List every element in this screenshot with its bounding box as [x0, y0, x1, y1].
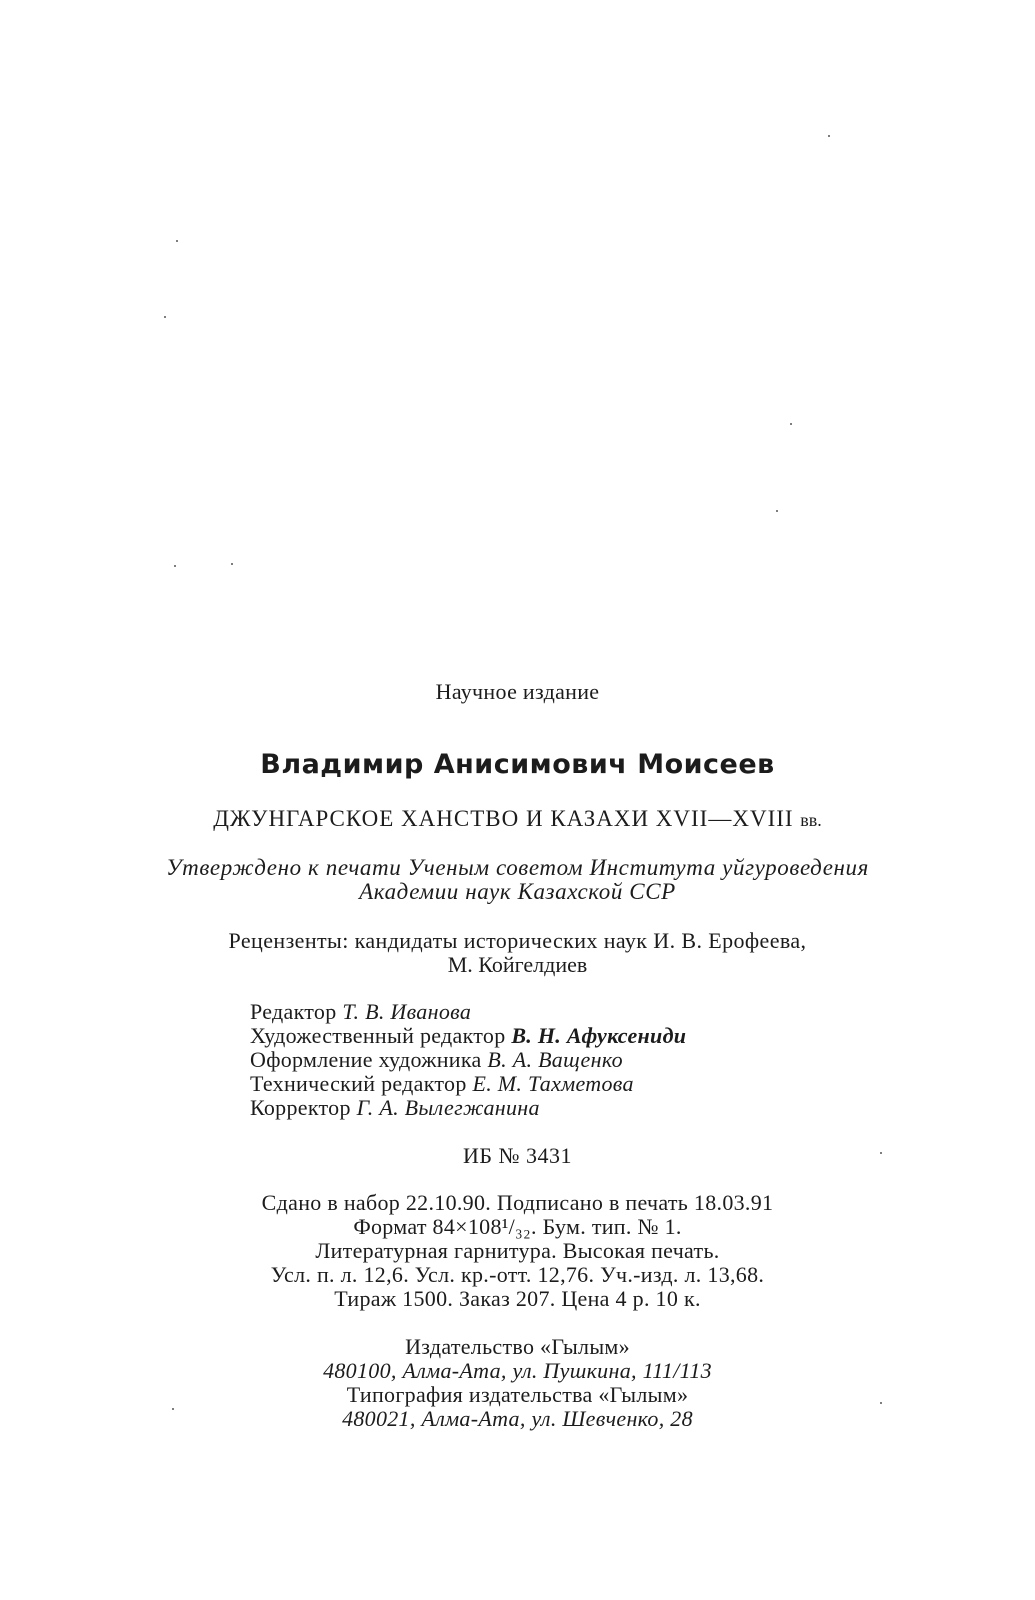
- staff-role: Художественный редактор: [250, 1023, 506, 1048]
- staff-role: Оформление художника: [250, 1047, 482, 1072]
- ib-number: ИБ № 3431: [462, 1143, 572, 1168]
- staff-person: Г. А. Вылегжанина: [356, 1095, 540, 1120]
- staff-role: Корректор: [250, 1095, 351, 1120]
- author-name: Владимир Анисимович Моисеев: [260, 749, 775, 780]
- book-title: [0, 806, 1035, 833]
- staff-person: Е. М. Тахметова: [472, 1071, 634, 1096]
- staff-credit: [250, 999, 471, 1025]
- print-info-line: Литературная гарнитура. Высокая печать.: [315, 1238, 720, 1263]
- scan-speck: [828, 135, 830, 137]
- staff-person: Т. В. Иванова: [342, 999, 472, 1024]
- publisher-address: 480100, Алма-Ата, ул. Пушкина, 111/113: [323, 1358, 712, 1383]
- print-info-line: Тираж 1500. Заказ 207. Цена 4 р. 10 к.: [334, 1286, 701, 1311]
- staff-credit: [250, 1095, 540, 1121]
- scan-speck: [176, 240, 178, 242]
- book-title-suffix: вв.: [800, 810, 822, 830]
- scan-speck: [231, 563, 233, 565]
- staff-credit: [250, 1023, 686, 1049]
- printer-name: Типография издательства «Гылым»: [346, 1382, 689, 1407]
- scan-speck: [790, 423, 792, 425]
- print-info-line: Формат 84×108¹/₃₂. Бум. тип. № 1.: [353, 1214, 682, 1239]
- staff-credit: [250, 1047, 623, 1073]
- staff-role: Редактор: [250, 999, 337, 1024]
- staff-credit: [250, 1071, 634, 1097]
- staff-person: В. Н. Афуксениди: [511, 1023, 687, 1048]
- approval-line: Утверждено к печати Ученым советом Института уйгуроведения: [166, 855, 869, 880]
- reviewers-line: М. Койгелдиев: [447, 952, 588, 977]
- publisher-name: Издательство «Гылым»: [405, 1334, 630, 1359]
- reviewers-line: Рецензенты: кандидаты исторических наук И. В. Ерофеева,: [228, 928, 807, 953]
- staff-person: В. А. Ващенко: [487, 1047, 623, 1072]
- edition-label: Научное издание: [435, 679, 600, 704]
- print-info-line: Сдано в набор 22.10.90. Подписано в печать 18.03.91: [261, 1190, 774, 1215]
- print-info-line: Усл. п. л. 12,6. Усл. кр.-отт. 12,76. Уч.-изд. л. 13,68.: [270, 1262, 765, 1287]
- book-title-main: ДЖУНГАРСКОЕ ХАНСТВО И КАЗАХИ XVII—XVIII: [213, 806, 794, 831]
- approval-line: Академии наук Казахской ССР: [359, 879, 676, 904]
- staff-role: Технический редактор: [250, 1071, 467, 1096]
- scan-speck: [174, 565, 176, 567]
- scan-speck: [776, 510, 778, 512]
- printer-address: 480021, Алма-Ата, ул. Шевченко, 28: [342, 1406, 693, 1431]
- scan-speck: [164, 316, 166, 318]
